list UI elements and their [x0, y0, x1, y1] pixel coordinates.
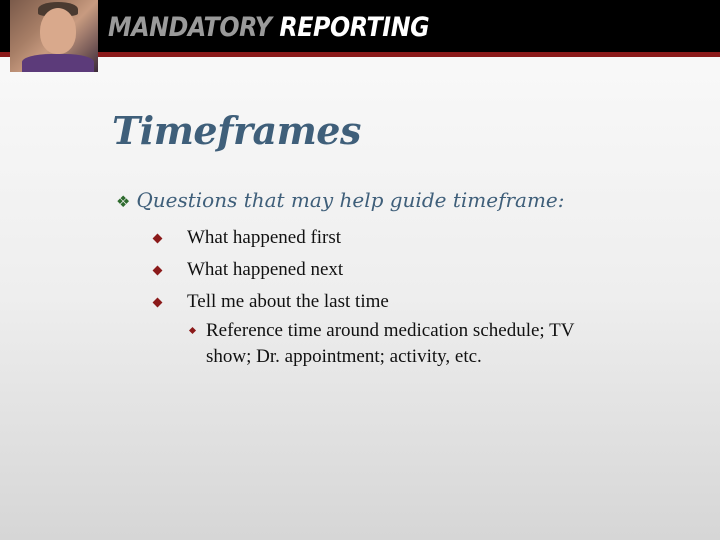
guide-list [150, 222, 389, 318]
photo-face [40, 8, 76, 54]
diamond-icon [153, 265, 163, 275]
small-diamond-icon [189, 327, 196, 334]
sub-list-item [190, 318, 590, 370]
question-row [116, 188, 565, 212]
list-item [150, 254, 389, 286]
diamond-icon [153, 233, 163, 243]
list-item-text: Tell me about the last time [187, 291, 389, 312]
sub-item-text: Reference time around medication schedule; TV show; Dr. appointment; activity, etc. [206, 320, 575, 367]
list-item [150, 222, 389, 254]
photo-shirt [22, 54, 94, 72]
diamond-icon [153, 297, 163, 307]
header-divider [0, 52, 720, 57]
list-item-text: What happened next [187, 259, 344, 280]
presenter-photo [10, 0, 98, 72]
list-item-text: What happened first [187, 227, 342, 248]
slide-title: Timeframes [112, 108, 361, 153]
diamond-bullet-icon: ❖ [116, 192, 131, 211]
header-title-part1: MANDATORY [108, 12, 272, 43]
header-title [108, 14, 429, 41]
question-text: Questions that may help guide timeframe: [136, 188, 565, 212]
header-title-part2: REPORTING [279, 12, 430, 43]
list-item [150, 286, 389, 318]
